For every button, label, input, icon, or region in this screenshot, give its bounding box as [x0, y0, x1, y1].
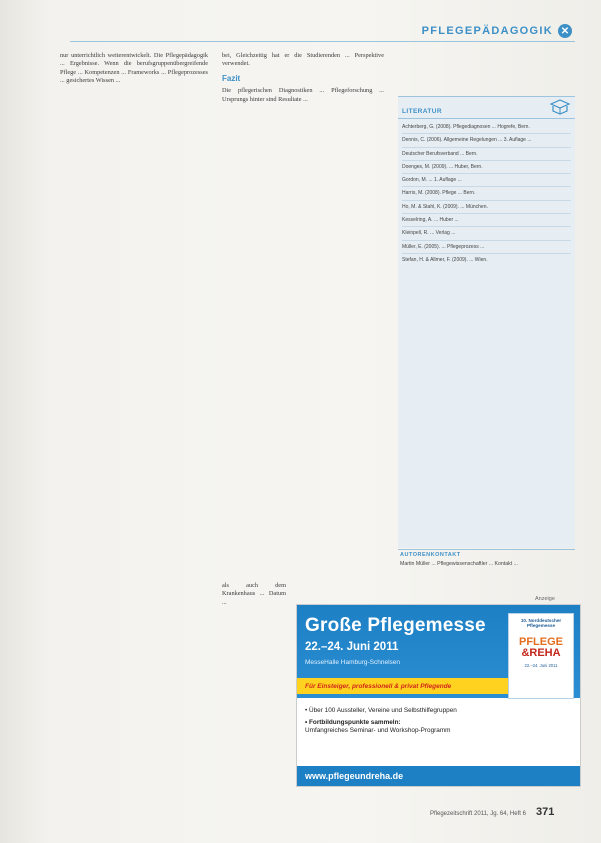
ad-banner: Für Einsteiger, professionell & privat Pflegende: [297, 678, 511, 694]
ad-bullet-bold: • Fortbildungspunkte sammeln:: [305, 718, 401, 726]
literature-entry: Gordon, M. ... 1. Auflage ...: [402, 174, 571, 187]
literature-entry: Müller, E. (2005). ... Pflegeprozess ...: [402, 241, 571, 254]
literature-box: [398, 96, 575, 548]
literature-list: [398, 119, 575, 268]
fazit-heading: Fazit: [222, 73, 241, 83]
ad-bullet: • Über 100 Aussteller, Vereine und Selbsthilfegruppen: [305, 707, 457, 714]
author-title: AUTORENKONTAKT: [400, 552, 461, 558]
logo-top-text: 10. Norddeutscher Pflegemesse: [520, 618, 562, 629]
column1-text: nur unterrichtlich weiterentwickelt. Die Pflegepädagogik ... Ergebnisse. Wenn die berufsgruppenübergreifende Pflege ... Kompetenzen ... Frameworks ... Pflegeprozesses ... gesichertes Wissen ...: [60, 52, 208, 85]
ad-date: 22.–24. Juni 2011: [305, 641, 399, 653]
page-footer: [430, 806, 554, 818]
literature-header: [398, 97, 575, 119]
header-divider: [70, 41, 575, 42]
section-header: [402, 22, 572, 40]
literature-entry: Doenges, M. (2009). ... Huber, Bern.: [402, 161, 571, 174]
advertisement[interactable]: [296, 604, 581, 787]
fazit-text: Die pflegerischen Diagnostiken ... Pflegeforschung ... Ursprungs hinter sind Resultate ...: [222, 87, 384, 103]
section-title: PFLEGEPÄDAGOGIK: [421, 25, 553, 37]
literature-entry: Stefan, H. & Allmer, F. (2009). ... Wien.: [402, 256, 488, 263]
literature-entry: Deutscher Berufsverband ... Bern.: [402, 148, 571, 161]
author-text: Martin Müller ... Pflegewissenschaftler ... Kontakt ...: [400, 561, 518, 567]
ad-label: Anzeige: [535, 596, 555, 602]
literature-entry: Ho, M. & Stahl, K. (2009). ... München.: [402, 201, 571, 214]
column2-intro: bei, Gleichzeitig hat er die Studierenden ... Perspektive verwendet.: [222, 52, 384, 68]
body-column-2-lower: [222, 582, 286, 780]
literature-entry: Achterberg, G. (2008). Pflegediagnosen ... Hogrefe, Bern.: [402, 121, 571, 134]
logo-bottom-text: 22.–24. Juni 2011: [524, 662, 558, 668]
journal-citation: Pflegezeitschrift 2011, Jg. 64, Heft 6: [430, 811, 526, 817]
logo-mark-1: PFLEGE: [518, 635, 563, 648]
literature-entry: Harris, M. (2008). Pflege ... Bern.: [402, 187, 571, 200]
page-number: 371: [535, 806, 555, 818]
fair-logo: [508, 613, 574, 699]
author-box: [398, 549, 575, 583]
literature-entry: Kesselring, A. ... Huber ...: [402, 214, 571, 227]
ad-bullet: [305, 719, 575, 736]
x-circle-icon: ✕: [558, 24, 572, 38]
column2-lower-text: als auch dem Krankenhaus ... Datum ...: [222, 582, 286, 606]
body-column-1: [60, 52, 208, 774]
body-column-2: [222, 52, 384, 582]
literature-entry: Dennis, C. (2006). Allgemeine Regelungen ... 3. Auflage ...: [402, 134, 571, 147]
book-icon: [549, 98, 571, 116]
ad-headline: Große Pflegemesse: [305, 615, 486, 636]
literature-title: LITERATUR: [402, 108, 442, 115]
literature-entry: Kleinpell, R. ... Verlag ...: [402, 227, 571, 240]
ad-url-link[interactable]: www.pflegeundreha.de: [297, 766, 581, 786]
ad-bullet-rest: Umfangreiches Seminar- und Workshop-Programm: [305, 727, 451, 735]
ad-bullets: [305, 707, 575, 739]
logo-mark-2: &REHA: [521, 646, 561, 659]
ad-venue: MesseHalle Hamburg-Schnelsen: [305, 659, 401, 666]
